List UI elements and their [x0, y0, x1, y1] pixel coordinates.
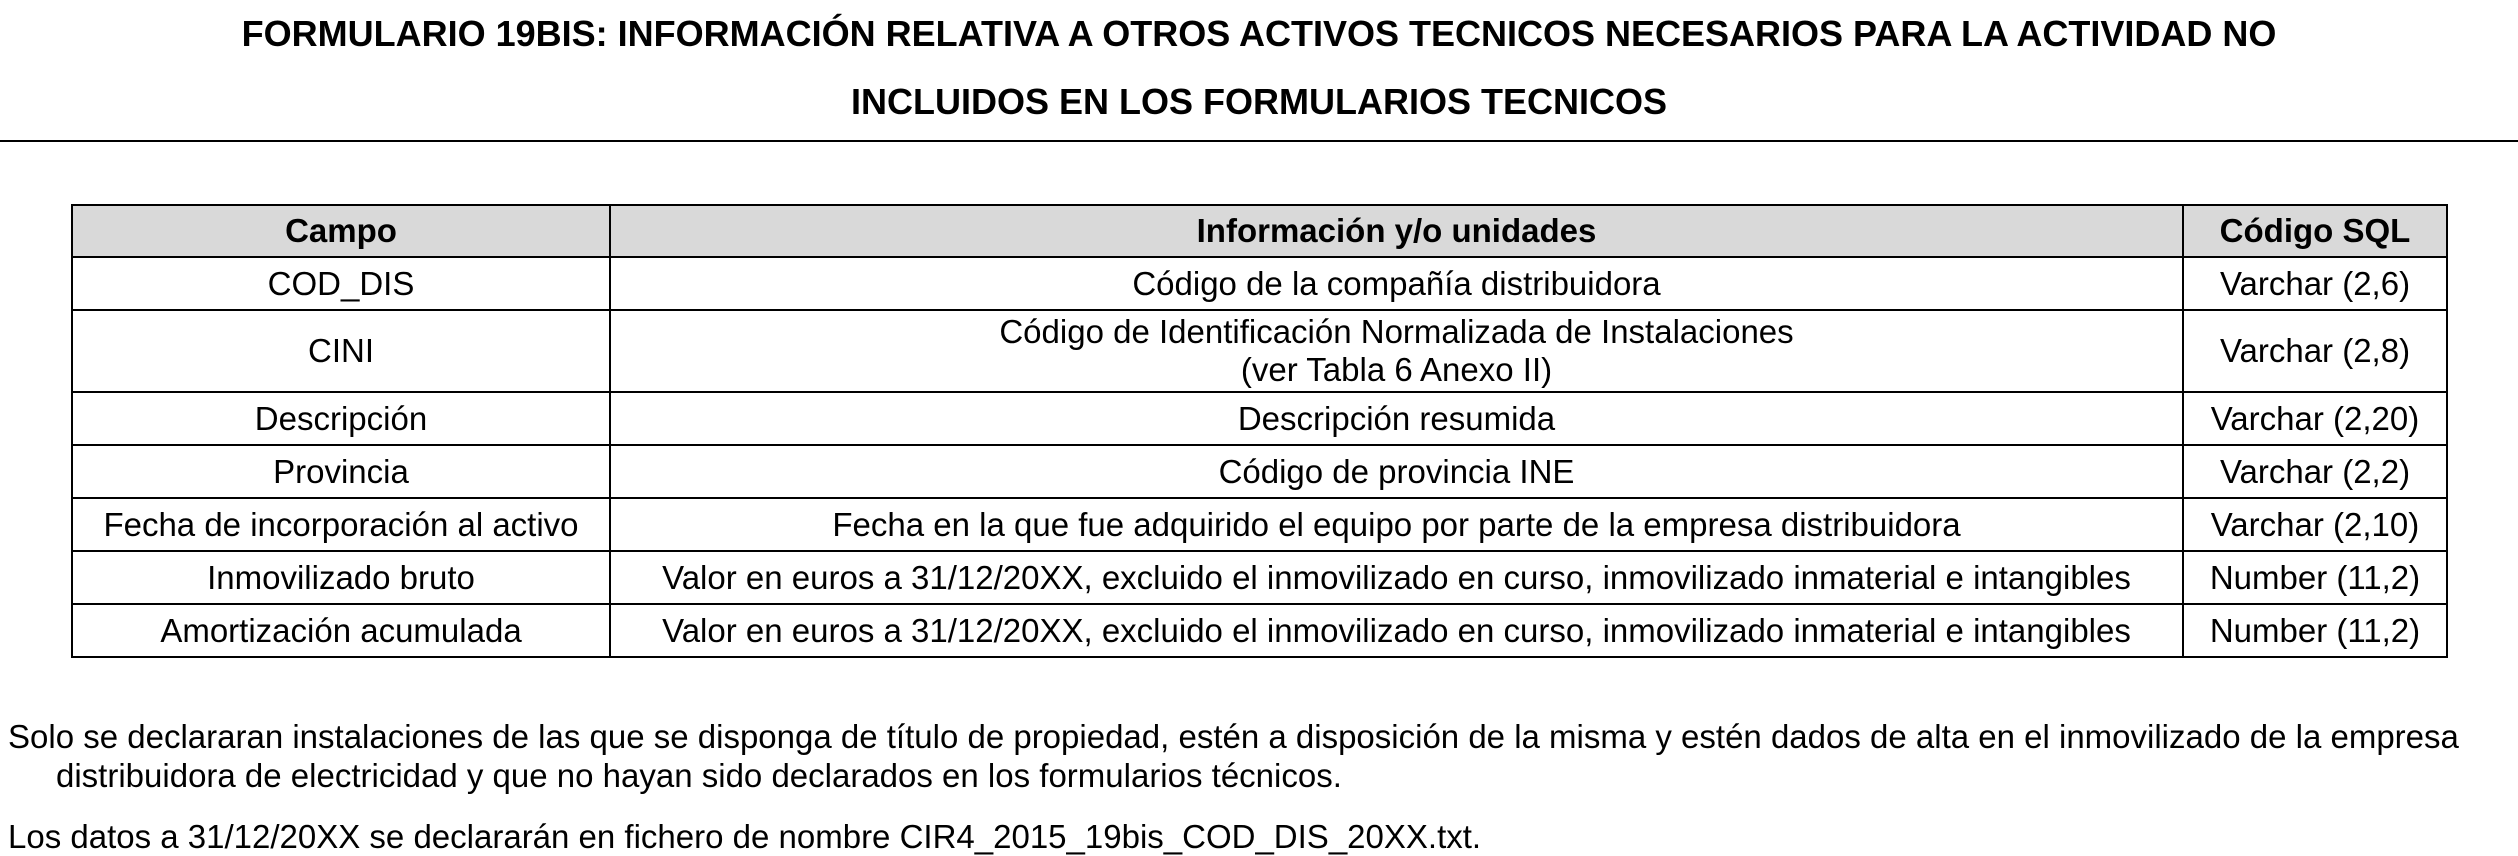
- cell-info-line-2: (ver Tabla 6 Anexo II): [1240, 351, 1553, 388]
- table-row: [72, 392, 2447, 445]
- cell-campo: Provincia: [72, 445, 610, 498]
- table-row: [72, 310, 2447, 392]
- table-row: [72, 551, 2447, 604]
- note-ownership: Solo se declararan instalaciones de las que se disponga de título de propiedad, estén a disposición de la misma y estén dados de alta en el inmovilizado de la empresa distribuidora de electricidad y que no hayan sido declarados en los formularios técnicos.: [8, 718, 2459, 794]
- title-line-2: INCLUIDOS EN LOS FORMULARIOS TECNICOS: [850, 81, 1667, 122]
- title-divider: [0, 140, 2518, 142]
- cell-sql: Varchar (2,6): [2183, 257, 2447, 310]
- cell-sql: Varchar (2,10): [2183, 498, 2447, 551]
- table-row: [72, 498, 2447, 551]
- notes-section: [8, 717, 2508, 856]
- header-campo: Campo: [72, 205, 610, 257]
- cell-info: Fecha en la que fue adquirido el equipo por parte de la empresa distribuidora: [610, 498, 2183, 551]
- table-row: [72, 257, 2447, 310]
- cell-info-line-1: Código de Identificación Normalizada de Instalaciones: [999, 313, 1794, 350]
- cell-info: Código de la compañía distribuidora: [610, 257, 2183, 310]
- title-line-1: FORMULARIO 19BIS: INFORMACIÓN RELATIVA A OTROS ACTIVOS TECNICOS NECESARIOS PARA LA ACTIVIDAD NO: [241, 13, 2277, 54]
- cell-sql: Number (11,2): [2183, 551, 2447, 604]
- cell-sql: Varchar (2,2): [2183, 445, 2447, 498]
- table-row: [72, 604, 2447, 657]
- cell-campo: CINI: [72, 310, 610, 392]
- cell-campo: Descripción: [72, 392, 610, 445]
- header-codigo-sql: Código SQL: [2183, 205, 2447, 257]
- cell-sql: Number (11,2): [2183, 604, 2447, 657]
- cell-info: Valor en euros a 31/12/20XX, excluido el inmovilizado en curso, inmovilizado inmaterial e intangibles: [610, 604, 2183, 657]
- cell-campo: Amortización acumulada: [72, 604, 610, 657]
- cell-info: [610, 310, 2183, 392]
- cell-sql: Varchar (2,8): [2183, 310, 2447, 392]
- cell-info: Valor en euros a 31/12/20XX, excluido el inmovilizado en curso, inmovilizado inmaterial e intangibles: [610, 551, 2183, 604]
- cell-campo: COD_DIS: [72, 257, 610, 310]
- page-title: [0, 0, 2518, 136]
- cell-campo: Inmovilizado bruto: [72, 551, 610, 604]
- fields-table: [71, 204, 2448, 658]
- cell-sql: Varchar (2,20): [2183, 392, 2447, 445]
- table-header-row: [72, 205, 2447, 257]
- note-file-name: Los datos a 31/12/20XX se declararán en fichero de nombre CIR4_2015_19bis_COD_DIS_20XX.txt.: [8, 818, 1482, 855]
- table-row: [72, 445, 2447, 498]
- cell-info: Descripción resumida: [610, 392, 2183, 445]
- header-informacion: Información y/o unidades: [610, 205, 2183, 257]
- cell-campo: Fecha de incorporación al activo: [72, 498, 610, 551]
- cell-info: Código de provincia INE: [610, 445, 2183, 498]
